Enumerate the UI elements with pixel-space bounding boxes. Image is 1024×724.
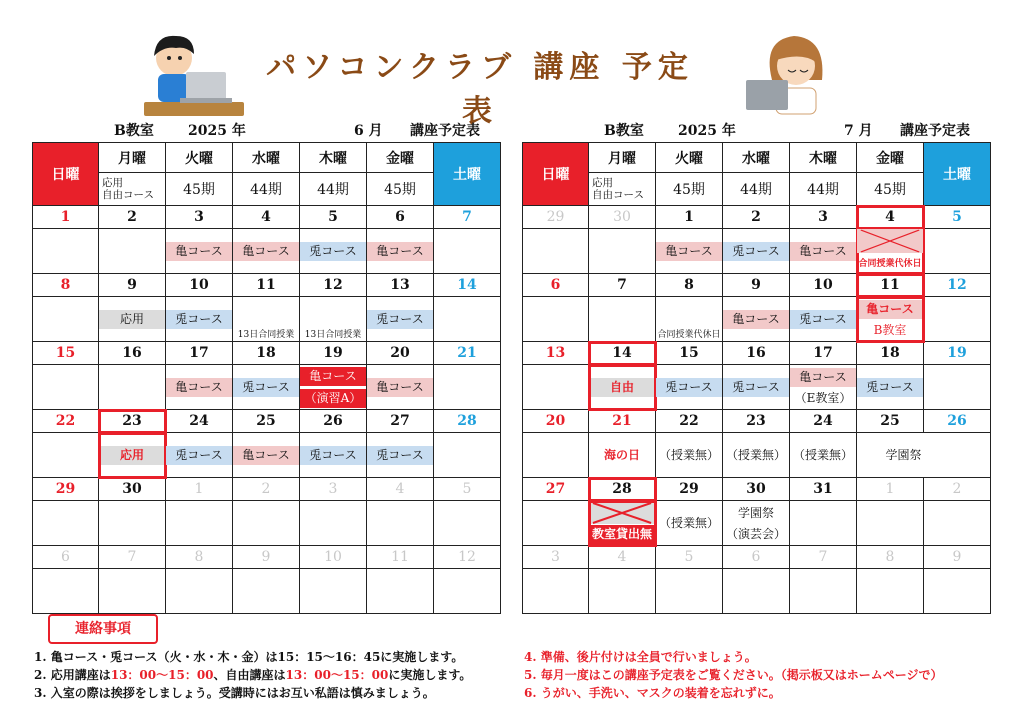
- weekday-sun: 日曜: [33, 143, 99, 206]
- date-cell: 28: [589, 478, 656, 501]
- date-cell: 2: [99, 206, 166, 229]
- usagi-course-tag: 兎コース: [656, 378, 722, 397]
- room-e-note: （E教室）: [794, 391, 852, 405]
- date-cell: 1: [33, 206, 99, 229]
- event-cell: [166, 297, 233, 342]
- event-cell: [656, 569, 723, 614]
- date-cell: 3: [790, 206, 857, 229]
- event-cell: [434, 365, 501, 410]
- july-room: B教室: [604, 123, 644, 139]
- note-time: 13：00～15：00: [110, 668, 214, 682]
- event-cell: [523, 297, 589, 342]
- june-calendar: [32, 142, 501, 614]
- event-cell: [723, 501, 790, 546]
- date-cell: 16: [99, 342, 166, 365]
- event-cell: [99, 433, 166, 478]
- date-cell: 29: [656, 478, 723, 501]
- weekday-fri: 金曜: [857, 143, 924, 173]
- usagi-course-tag: 兎コース: [857, 378, 923, 397]
- event-cell: [589, 297, 656, 342]
- marine-day-tag: 海の日: [603, 448, 640, 462]
- date-cell: 5: [434, 478, 501, 501]
- event-cell: [99, 365, 166, 410]
- date-cell: 26: [924, 410, 991, 433]
- usagi-course-tag: 兎コース: [367, 310, 433, 329]
- date-cell: 17: [166, 342, 233, 365]
- mon-course-label: 応用 自由コース: [592, 177, 644, 201]
- mon-course: [589, 173, 656, 206]
- weekday-wed: 水曜: [233, 143, 300, 173]
- date-cell: 9: [99, 274, 166, 297]
- note-item: 6. うがい、手洗い、マスクの装着を忘れずに。: [524, 686, 781, 700]
- date-cell: 4: [367, 478, 434, 501]
- event-cell: [300, 297, 367, 342]
- weekday-mon: 月曜: [589, 143, 656, 173]
- date-cell: 18: [233, 342, 300, 365]
- notes-right: [524, 648, 942, 702]
- event-cell: [33, 229, 99, 274]
- event-cell: [434, 501, 501, 546]
- date-cell: 10: [790, 274, 857, 297]
- weekday-mon: 月曜: [99, 143, 166, 173]
- date-cell: 29: [33, 478, 99, 501]
- date-cell: 6: [367, 206, 434, 229]
- date-cell: 8: [166, 546, 233, 569]
- event-cell: [166, 569, 233, 614]
- date-cell: 3: [523, 546, 589, 569]
- date-cell: 7: [434, 206, 501, 229]
- date-cell: 4: [233, 206, 300, 229]
- date-cell: 18: [857, 342, 924, 365]
- event-cell: [589, 569, 656, 614]
- substitute-holiday-note: 合同授業代休日: [657, 330, 721, 340]
- date-cell: 21: [434, 342, 501, 365]
- date-cell: 5: [300, 206, 367, 229]
- event-cell: [300, 433, 367, 478]
- date-cell: 11: [367, 546, 434, 569]
- june-header: [32, 120, 500, 140]
- note-item: 1. 亀コース・兎コース（火・水・木・金）は15：15～16：45に実施します。: [34, 650, 464, 664]
- weekday-sat: 土曜: [434, 143, 501, 206]
- june-month: 6 月: [354, 123, 383, 139]
- date-cell: 13: [367, 274, 434, 297]
- school-festival-tag: 学園祭: [737, 506, 774, 520]
- date-cell: 16: [723, 342, 790, 365]
- event-cell: [656, 297, 723, 342]
- event-cell: [656, 433, 723, 478]
- date-cell: 24: [166, 410, 233, 433]
- event-cell: [857, 501, 924, 546]
- date-cell: 8: [857, 546, 924, 569]
- date-cell: 31: [790, 478, 857, 501]
- note-text: 2. 応用講座は: [34, 668, 111, 682]
- kame-course-tag: 亀コース: [367, 378, 433, 397]
- mon-course: [99, 173, 166, 206]
- event-cell: [434, 433, 501, 478]
- note-text: 、自由講座は: [213, 668, 286, 682]
- date-cell: 11: [857, 274, 924, 297]
- date-cell: 1: [166, 478, 233, 501]
- event-cell: [233, 365, 300, 410]
- date-cell: 6: [523, 274, 589, 297]
- note-item: [34, 666, 471, 684]
- date-cell: 4: [857, 206, 924, 229]
- event-cell: [589, 501, 656, 546]
- date-cell: 10: [300, 546, 367, 569]
- cancelled-x-mark: [589, 502, 655, 524]
- event-cell: [33, 501, 99, 546]
- event-cell: [523, 569, 589, 614]
- usagi-course-tag: 兎コース: [723, 242, 789, 261]
- ouyou-tag: 応用: [99, 310, 165, 329]
- event-cell: [300, 501, 367, 546]
- kame-course-tag: 亀コース: [233, 446, 299, 465]
- date-cell: 22: [33, 410, 99, 433]
- boy-with-laptop-illustration: [142, 28, 248, 120]
- event-cell: [166, 433, 233, 478]
- weekday-tue: 火曜: [656, 143, 723, 173]
- july-header: [522, 120, 990, 140]
- free-course-tag: 自由: [589, 378, 655, 397]
- event-cell: [857, 297, 924, 342]
- kame-course-tag: 亀コース: [367, 242, 433, 261]
- no-class-tag: （授業無）: [792, 448, 853, 462]
- event-cell: [523, 433, 589, 478]
- event-cell: [434, 229, 501, 274]
- usagi-course-tag: 兎コース: [166, 310, 232, 329]
- event-cell: [589, 229, 656, 274]
- date-cell: 21: [589, 410, 656, 433]
- joint-class-note: 13日合同授業: [237, 330, 295, 340]
- event-cell: [523, 501, 589, 546]
- weekday-sat: 土曜: [924, 143, 991, 206]
- july-calendar: [522, 142, 991, 614]
- contact-notice-label: 連絡事項: [48, 614, 158, 644]
- weekday-wed: 水曜: [723, 143, 790, 173]
- event-cell: [924, 229, 991, 274]
- event-cell: [924, 365, 991, 410]
- performance-note: （演芸会）: [725, 527, 786, 541]
- july-month: 7 月: [844, 123, 873, 139]
- event-cell: [656, 501, 723, 546]
- note-item: 3. 入室の際は挨拶をしましょう。受講時にはお互い私語は慎みましょう。: [34, 686, 435, 700]
- tue-term: 45期: [656, 173, 723, 206]
- wed-term: 44期: [233, 173, 300, 206]
- date-cell: 24: [790, 410, 857, 433]
- date-cell: 7: [99, 546, 166, 569]
- date-cell: 12: [924, 274, 991, 297]
- date-cell: 10: [166, 274, 233, 297]
- event-cell: [723, 297, 790, 342]
- kame-course-tag: 亀コース: [857, 300, 923, 319]
- thu-term: 44期: [300, 173, 367, 206]
- event-cell: [723, 433, 790, 478]
- date-cell: 2: [924, 478, 991, 501]
- date-cell: 25: [857, 410, 924, 433]
- june-year: 2025 年: [188, 123, 246, 139]
- kame-course-tag: 亀コース: [166, 242, 232, 261]
- date-cell: 28: [434, 410, 501, 433]
- event-cell: [723, 569, 790, 614]
- event-cell: [924, 569, 991, 614]
- date-cell: 30: [723, 478, 790, 501]
- date-cell: 12: [300, 274, 367, 297]
- date-cell: 5: [656, 546, 723, 569]
- event-cell: [367, 229, 434, 274]
- note-time: 13：00～15：00: [285, 668, 389, 682]
- room-b-note: B教室: [873, 323, 907, 337]
- usagi-course-tag: 兎コース: [166, 446, 232, 465]
- event-cell: [166, 365, 233, 410]
- event-cell: [166, 501, 233, 546]
- substitute-holiday-note: 合同授業代休日: [858, 259, 922, 269]
- event-cell: [790, 229, 857, 274]
- weekday-thu: 木曜: [300, 143, 367, 173]
- weekday-fri: 金曜: [367, 143, 434, 173]
- june-label: 講座予定表: [410, 123, 480, 139]
- thu-term: 44期: [790, 173, 857, 206]
- date-cell: 3: [166, 206, 233, 229]
- event-cell: [656, 229, 723, 274]
- event-cell: [233, 433, 300, 478]
- date-cell: 2: [233, 478, 300, 501]
- event-cell: [656, 365, 723, 410]
- event-cell: [367, 365, 434, 410]
- notes-left: [34, 648, 471, 702]
- date-cell: 26: [300, 410, 367, 433]
- date-cell: 3: [300, 478, 367, 501]
- kame-course-tag: 亀コース: [233, 242, 299, 261]
- usagi-course-tag: 兎コース: [723, 378, 789, 397]
- date-cell: 7: [589, 274, 656, 297]
- date-cell: 1: [857, 478, 924, 501]
- note-text: に実施します。: [388, 668, 472, 682]
- mon-course-label: 応用 自由コース: [102, 177, 154, 201]
- event-cell: [233, 229, 300, 274]
- july-label: 講座予定表: [900, 123, 970, 139]
- event-cell: [166, 229, 233, 274]
- event-cell: [790, 297, 857, 342]
- date-cell: 20: [523, 410, 589, 433]
- date-cell: 9: [233, 546, 300, 569]
- date-cell: 6: [33, 546, 99, 569]
- ouyou-tag: 応用: [99, 446, 165, 465]
- usagi-course-tag: 兎コース: [300, 242, 366, 261]
- kame-course-tag: 亀コース: [166, 378, 232, 397]
- event-cell: [367, 433, 434, 478]
- no-class-tag: （授業無）: [725, 448, 786, 462]
- kame-course-tag: 亀コース: [656, 242, 722, 261]
- date-cell: 15: [33, 342, 99, 365]
- date-cell: 29: [523, 206, 589, 229]
- date-cell: 6: [723, 546, 790, 569]
- page-title: パソコンクラブ 講座 予定表: [266, 50, 694, 129]
- event-cell: [367, 297, 434, 342]
- weekday-tue: 火曜: [166, 143, 233, 173]
- usagi-course-tag: 兎コース: [367, 446, 433, 465]
- tue-term: 45期: [166, 173, 233, 206]
- event-cell: [233, 569, 300, 614]
- woman-with-laptop-illustration: [742, 30, 842, 116]
- date-cell: 8: [33, 274, 99, 297]
- date-cell: 20: [367, 342, 434, 365]
- event-cell: [857, 569, 924, 614]
- event-cell: [857, 365, 924, 410]
- event-cell: [99, 569, 166, 614]
- june-room: B教室: [114, 123, 154, 139]
- date-cell: 30: [99, 478, 166, 501]
- note-item: 5. 毎月一度はこの講座予定表をご覧ください。（掲示板又はホームページで）: [524, 668, 943, 682]
- date-cell: 12: [434, 546, 501, 569]
- date-cell: 27: [523, 478, 589, 501]
- date-cell: 8: [656, 274, 723, 297]
- event-cell: [99, 229, 166, 274]
- fri-term: 45期: [857, 173, 924, 206]
- date-cell: 25: [233, 410, 300, 433]
- no-class-tag: （授業無）: [658, 448, 719, 462]
- date-cell: 9: [723, 274, 790, 297]
- event-cell: [300, 229, 367, 274]
- date-cell: 22: [656, 410, 723, 433]
- event-cell: [233, 297, 300, 342]
- date-cell: 4: [589, 546, 656, 569]
- date-cell: 5: [924, 206, 991, 229]
- fri-term: 45期: [367, 173, 434, 206]
- event-cell: [434, 569, 501, 614]
- event-cell: [300, 569, 367, 614]
- usagi-course-tag: 兎コース: [233, 378, 299, 397]
- july-year: 2025 年: [678, 123, 736, 139]
- event-cell: [790, 501, 857, 546]
- event-cell: [857, 229, 924, 274]
- date-cell: 11: [233, 274, 300, 297]
- date-cell: 27: [367, 410, 434, 433]
- event-cell: [233, 501, 300, 546]
- note-item: 4. 準備、後片付けは全員で行いましょう。: [524, 650, 757, 664]
- kame-course-tag: 亀コース: [790, 368, 856, 387]
- weekday-sun: 日曜: [523, 143, 589, 206]
- date-cell: 23: [99, 410, 166, 433]
- usagi-course-tag: 兎コース: [790, 310, 856, 329]
- date-cell: 9: [924, 546, 991, 569]
- event-cell: [99, 297, 166, 342]
- event-cell: [723, 229, 790, 274]
- date-cell: 14: [589, 342, 656, 365]
- event-cell: [33, 433, 99, 478]
- date-cell: 2: [723, 206, 790, 229]
- exercise-a-tag: （演習A）: [300, 389, 366, 408]
- date-cell: 15: [656, 342, 723, 365]
- event-cell: [300, 365, 367, 410]
- event-cell: [924, 501, 991, 546]
- usagi-course-tag: 兎コース: [300, 446, 366, 465]
- no-class-tag: （授業無）: [658, 516, 719, 530]
- date-cell: 13: [523, 342, 589, 365]
- event-cell: [790, 433, 857, 478]
- date-cell: 30: [589, 206, 656, 229]
- date-cell: 17: [790, 342, 857, 365]
- date-cell: 14: [434, 274, 501, 297]
- kame-course-tag: 亀コース: [790, 242, 856, 261]
- date-cell: 19: [300, 342, 367, 365]
- date-cell: 19: [924, 342, 991, 365]
- event-cell: [790, 365, 857, 410]
- event-cell: [723, 365, 790, 410]
- event-cell: [924, 297, 991, 342]
- event-cell: [99, 501, 166, 546]
- event-cell: [589, 433, 656, 478]
- event-cell: [434, 297, 501, 342]
- date-cell: 7: [790, 546, 857, 569]
- event-cell: [589, 365, 656, 410]
- event-cell: [33, 569, 99, 614]
- date-cell: 1: [656, 206, 723, 229]
- no-room-rental-tag: 教室貸出無: [589, 525, 655, 544]
- school-festival-tag: 学園祭: [885, 448, 922, 462]
- weekday-thu: 木曜: [790, 143, 857, 173]
- event-cell: [523, 365, 589, 410]
- wed-term: 44期: [723, 173, 790, 206]
- joint-class-note: 13日合同授業: [304, 330, 362, 340]
- kame-course-tag: 亀コース: [300, 367, 366, 386]
- event-cell: [523, 229, 589, 274]
- date-cell: 23: [723, 410, 790, 433]
- event-cell: [857, 433, 991, 478]
- event-cell: [790, 569, 857, 614]
- cancelled-x-mark: [857, 229, 923, 253]
- event-cell: [33, 297, 99, 342]
- kame-course-tag: 亀コース: [723, 310, 789, 329]
- event-cell: [367, 501, 434, 546]
- event-cell: [367, 569, 434, 614]
- event-cell: [33, 365, 99, 410]
